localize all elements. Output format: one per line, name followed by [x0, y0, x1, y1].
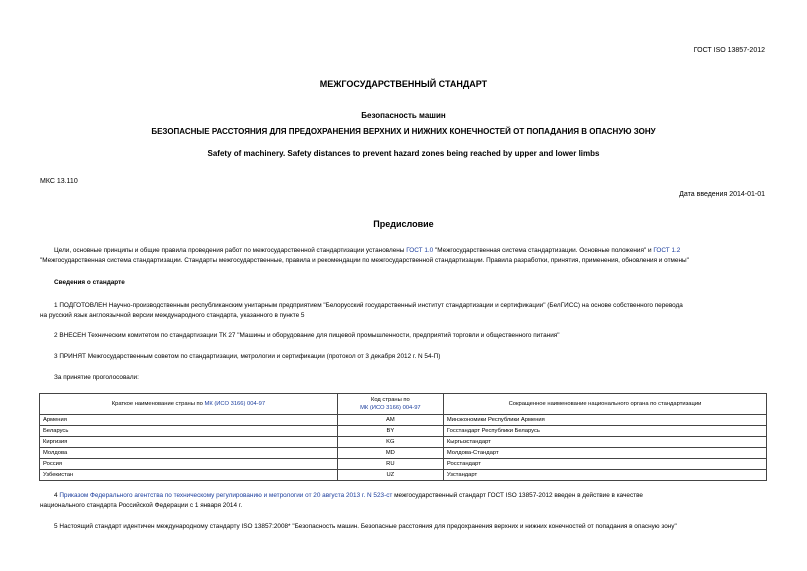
voted-label: За принятие проголосовали: [54, 374, 139, 381]
table-row [40, 470, 767, 481]
item-2: 2 ВНЕСЕН Техническим комитетом по стандартизации ТК 27 "Машины и оборудование для пищевой промышленности, предприятий торговли и общественного питания" [54, 332, 560, 339]
table-row [40, 437, 767, 448]
mk-iso-3166-link-2[interactable]: МК (ИСО 3166) 004-97 [360, 405, 421, 411]
document-code: ГОСТ ISO 13857-2012 [693, 47, 765, 54]
cell-country: Беларусь [40, 426, 338, 437]
cell-country: Молдова [40, 448, 338, 459]
cell-country: Киргизия [40, 437, 338, 448]
mks-code: МКС 13.110 [40, 178, 78, 185]
cell-code: UZ [337, 470, 443, 481]
standard-info-heading: Сведения о стандарте [54, 279, 125, 286]
introduction-date: Дата введения 2014-01-01 [679, 191, 765, 198]
item-3: 3 ПРИНЯТ Межгосударственным советом по стандартизации, метрологии и сертификации (протокол от 3 декабря 2012 г. N 54-П) [54, 353, 441, 360]
standard-subtitle: Безопасность машин [361, 111, 446, 120]
cell-country: Россия [40, 459, 338, 470]
gost-1-0-link[interactable]: ГОСТ 1.0 [406, 247, 434, 254]
cell-country: Армения [40, 415, 338, 426]
order-link[interactable]: Приказом Федерального агентства по техническому регулированию и метрологии от 20 августа 2013 г. N 523-ст [59, 492, 393, 499]
table-row [40, 415, 767, 426]
cell-body: Госстандарт Республики Беларусь [443, 426, 766, 437]
cell-code: RU [337, 459, 443, 470]
table-header-row [40, 394, 767, 415]
gost-1-2-link[interactable]: ГОСТ 1.2 [653, 247, 681, 254]
cell-code: KG [337, 437, 443, 448]
p1-text-a: Цели, основные принципы и общие правила проведения работ по межгосударственной стандартизации установлены [54, 247, 407, 254]
cell-code: AM [337, 415, 443, 426]
item-4-line-2: национального стандарта Российской Федерации с 1 января 2014 г. [40, 502, 243, 509]
item-4-line-1: 4 Приказом Федерального агентства по техническому регулированию и метрологии от 20 августа 2013 г. N 523-ст межгосударственный стандарт ГОСТ ISO 13857-2012 введен в действие в качестве [54, 492, 643, 499]
item-5: 5 Настоящий стандарт идентичен международному стандарту ISO 13857:2008* "Безопасность машин. Безопасные расстояния для предохранения верхних и нижних конечностей от попадания в опасную зону" [54, 523, 677, 530]
approval-table [39, 393, 767, 481]
cell-country: Узбекистан [40, 470, 338, 481]
cell-body: Кыргызстандарт [443, 437, 766, 448]
p1-text-b: "Межгосударственная система стандартизации. Основные положения" и [433, 247, 654, 254]
cell-code: BY [337, 426, 443, 437]
table-row [40, 426, 767, 437]
cell-body: Минэкономики Республики Армения [443, 415, 766, 426]
mk-iso-3166-link[interactable]: МК (ИСО 3166) 004-97 [204, 401, 266, 407]
standard-heading-ru: БЕЗОПАСНЫЕ РАССТОЯНИЯ ДЛЯ ПРЕДОХРАНЕНИЯ ВЕРХНИХ И НИЖНИХ КОНЕЧНОСТЕЙ ОТ ПОПАДАНИЯ В ОПАСНУЮ ЗОНУ [151, 127, 656, 136]
cell-body: Росстандарт [443, 459, 766, 470]
item-1-line-2: на русский язык англоязычной версии международного стандарта, указанного в пункте 5 [40, 312, 305, 319]
header-country-name: Краткое наименование страны по МК (ИСО 3166) 004-97 [40, 394, 338, 415]
foreword-paragraph-1-line-2: "Межгосударственная система стандартизации. Стандарты межгосударственные, правила и рекомендации по межгосударственной стандартизации. Правила разработки, принятия, применения, обновления и отмены" [40, 257, 689, 264]
foreword-heading: Предисловие [373, 219, 434, 229]
foreword-paragraph-1 [54, 246, 680, 256]
standard-type-title: МЕЖГОСУДАРСТВЕННЫЙ СТАНДАРТ [319, 79, 488, 89]
table-row [40, 459, 767, 470]
item-1-line-1: 1 ПОДГОТОВЛЕН Научно-производственным республиканским унитарным предприятием "Белорусский государственный институт стандартизации и сертификации" (БелГИСС) на основе собственного перевода [54, 302, 683, 309]
header-national-body: Сокращенное наименование национального органа по стандартизации [443, 394, 766, 415]
table-row [40, 448, 767, 459]
cell-body: Узстандарт [443, 470, 766, 481]
standard-heading-en: Safety of machinery. Safety distances to prevent hazard zones being reached by upper and lower limbs [207, 149, 600, 158]
header-country-code: Код страны по МК (ИСО 3166) 004-97 [337, 394, 443, 415]
cell-code: MD [337, 448, 443, 459]
cell-body: Молдова-Стандарт [443, 448, 766, 459]
